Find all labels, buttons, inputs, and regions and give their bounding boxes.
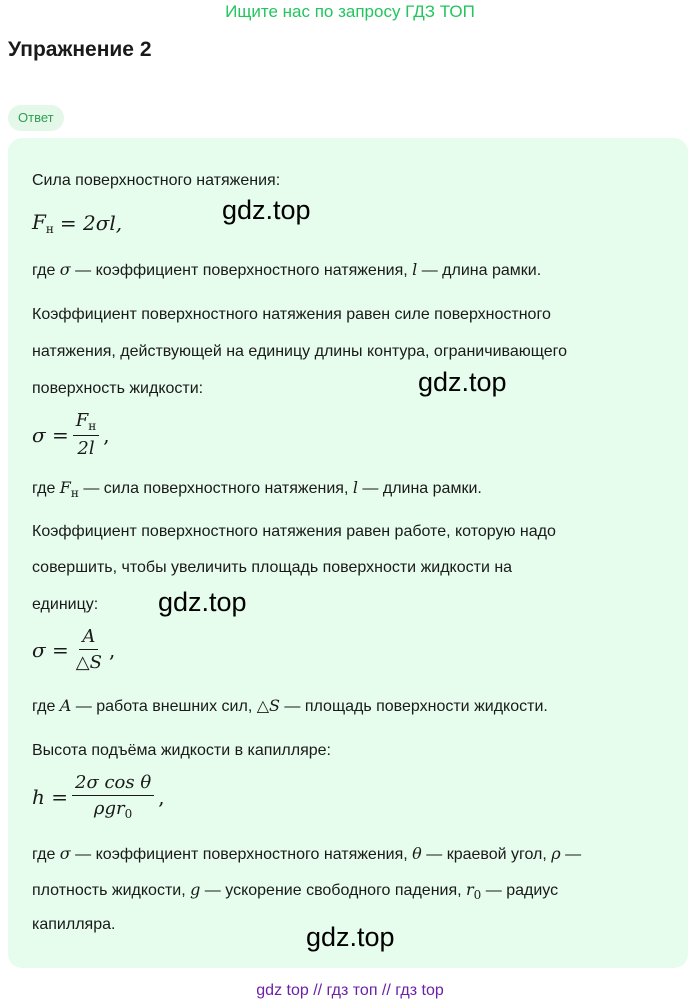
paragraph-where-4-line1: где σ — коэффициент поверхностного натяжения, θ — краевой угол, ρ — <box>32 844 582 863</box>
formula-force-lhs: $F_н$ <box>32 210 54 236</box>
paragraph-where-4-line2: плотность жидкости, g — ускорение свободного падения, $r_0$ — радиус <box>32 880 559 902</box>
paragraph-where-3: где A — работа внешних сил, △S — площадь поверхности жидкости. <box>32 696 548 715</box>
paragraph-where-2: где $F_н$ — сила поверхностного натяжения, l — длина рамки. <box>32 478 482 500</box>
formula-sigma-work: σ = $\frac{A}{\triangle S}$ , <box>32 626 116 673</box>
formula-capillary-height: h = $\frac{\text{2σ cos θ}}{\rho gr_0}$ , <box>32 772 165 821</box>
watermark: gdz.top <box>418 367 507 397</box>
paragraph-where-1: где σ — коэффициент поверхностного натяжения, l — длина рамки. <box>32 260 542 279</box>
formula-force-rhs: = 2σl, <box>59 211 123 235</box>
watermark: gdz.top <box>222 195 311 225</box>
top-banner[interactable]: Ищите нас по запросу ГДЗ ТОП <box>225 2 475 21</box>
paragraph-coefficient-work-2: совершить, чтобы увеличить площадь поверхности жидкости на <box>32 559 513 576</box>
watermark: gdz.top <box>158 587 247 617</box>
paragraph-coefficient-work-3: единицу: <box>32 596 99 613</box>
paragraph-where-4-line3: капилляра. <box>32 916 116 933</box>
footer-links[interactable]: gdz top // гдз топ // гдз top <box>256 982 444 999</box>
answer-badge[interactable]: Ответ <box>8 105 64 131</box>
paragraph-surface-tension: Сила поверхностного натяжения: <box>32 172 281 189</box>
paragraph-coefficient-force-2: натяжения, действующей на единицу длины контура, ограничивающего <box>32 343 567 360</box>
paragraph-coefficient-force-1: Коэффициент поверхностного натяжения равен силе поверхностного <box>32 306 551 323</box>
paragraph-coefficient-work-1: Коэффициент поверхностного натяжения равен работе, которую надо <box>32 523 556 540</box>
watermark: gdz.top <box>306 922 395 952</box>
paragraph-coefficient-force-3: поверхность жидкости: <box>32 380 204 397</box>
answer-card <box>8 138 688 968</box>
page-title: Упражнение 2 <box>8 38 152 61</box>
formula-sigma-force: σ = $\frac{F_н}{2l}$ , <box>32 410 110 459</box>
paragraph-capillary: Высота подъёма жидкости в капилляре: <box>32 742 331 759</box>
formula-force <box>32 210 122 236</box>
